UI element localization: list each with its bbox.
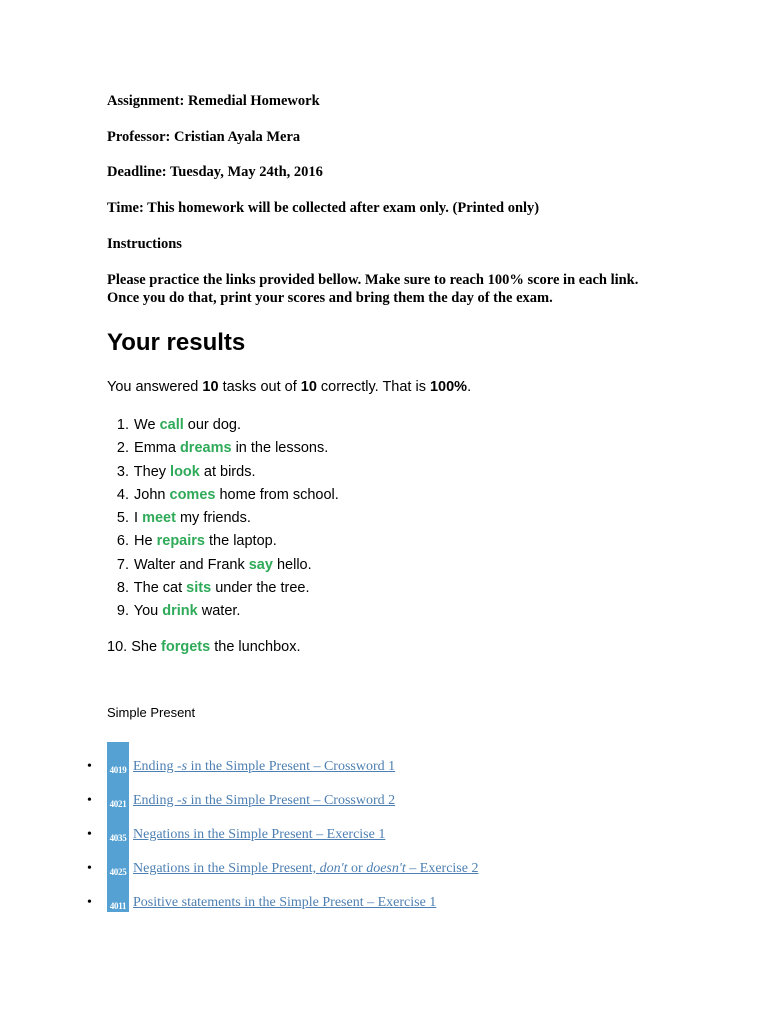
summary-mid: tasks out of [218, 379, 301, 395]
exercise-code: 4025 [109, 867, 127, 877]
answer-number: 7. [116, 556, 129, 573]
answer-word: dreams [179, 440, 232, 457]
bullet-icon: • [87, 861, 92, 876]
answer-item [107, 579, 607, 602]
answer-word: say [248, 556, 273, 573]
answer-before: I [134, 510, 143, 527]
answer-number: 9. [116, 603, 129, 620]
answer-after: my friends. [175, 510, 251, 527]
list-item [0, 826, 768, 860]
summary-end: . [467, 379, 472, 395]
link-text: Ending [133, 793, 177, 808]
deadline-line: Deadline: Tuesday, May 24th, 2016 [107, 164, 323, 180]
exercise-link[interactable] [133, 792, 395, 810]
instructions-line-2: Once you do that, print your scores and bring them the day of the exam. [107, 290, 553, 306]
answer-item [107, 439, 607, 462]
answer-item [107, 638, 301, 656]
assignment-line: Assignment: Remedial Homework [107, 93, 320, 109]
link-text: Negations in the Simple Present – Exercise 1 [133, 827, 386, 842]
answer-after: hello. [272, 556, 312, 573]
answer-before: She [131, 639, 162, 655]
results-summary [107, 378, 471, 396]
instructions-text [107, 271, 707, 307]
answer-number: 1. [116, 417, 129, 433]
exercise-link[interactable] [133, 826, 385, 844]
results-title: Your results [107, 329, 246, 356]
summary-mid2: correctly. That is [316, 379, 430, 395]
link-text: – Exercise 2 [405, 861, 479, 876]
exercise-link[interactable] [133, 860, 478, 878]
answer-item [107, 556, 607, 579]
answer-number: 8. [116, 580, 129, 597]
answer-before: You [133, 603, 163, 620]
answer-before: We [134, 417, 160, 433]
bullet-icon: • [87, 827, 92, 842]
correct-count: 10 [202, 379, 219, 395]
instructions-line-1: Please practice the links provided bellow. Make sure to reach 100% score in each link. [107, 272, 639, 288]
link-emphasis: -s [176, 759, 188, 774]
exercise-links-list [0, 758, 768, 928]
answer-item [107, 486, 607, 509]
list-item [0, 758, 768, 792]
answer-after: in the lessons. [231, 440, 329, 457]
answer-item [107, 602, 607, 625]
answer-word: meet [142, 510, 176, 527]
answer-item [107, 463, 607, 486]
exercise-link[interactable] [133, 758, 395, 776]
link-text: in the Simple Present – Crossword 2 [187, 793, 396, 808]
list-item [0, 894, 768, 928]
answer-number: 2. [116, 440, 129, 457]
answer-before: John [134, 486, 170, 503]
list-item [0, 860, 768, 894]
answer-word: sits [186, 580, 212, 597]
answers-list [107, 416, 607, 626]
answer-after: the laptop. [204, 533, 277, 550]
answer-after: at birds. [199, 463, 256, 480]
bullet-icon: • [87, 793, 92, 808]
answer-before: He [134, 533, 157, 550]
answer-before: Emma [134, 440, 180, 457]
bullet-icon: • [87, 895, 92, 910]
answer-after: our dog. [183, 417, 241, 433]
link-text: Ending [133, 759, 177, 774]
answer-after: the lunchbox. [210, 639, 301, 655]
answer-number: 3. [116, 463, 129, 480]
answer-word: forgets [161, 639, 211, 655]
answer-number: 6. [116, 533, 129, 550]
link-emphasis: doesn't [366, 861, 406, 876]
answer-item [107, 509, 607, 532]
exercise-code: 4021 [109, 799, 127, 809]
answer-item [107, 416, 607, 439]
answer-number: 5. [116, 510, 129, 527]
link-text: in the Simple Present – Crossword 1 [187, 759, 396, 774]
link-emphasis: don't [319, 861, 348, 876]
answer-after: under the tree. [211, 580, 310, 597]
time-line: Time: This homework will be collected after exam only. (Printed only) [107, 200, 540, 216]
answer-word: drink [162, 603, 198, 620]
link-text: Negations in the Simple Present, [133, 861, 320, 876]
instructions-heading: Instructions [107, 236, 182, 252]
answer-after: home from school. [215, 486, 339, 503]
professor-line: Professor: Cristian Ayala Mera [107, 129, 301, 145]
percent-score: 100% [429, 379, 468, 395]
summary-prefix: You answered [107, 379, 203, 395]
link-text: Positive statements in the Simple Present – Exercise 1 [133, 895, 437, 910]
bullet-icon: • [87, 759, 92, 774]
answer-before: The cat [133, 580, 187, 597]
answer-before: Walter and Frank [134, 556, 249, 573]
answer-word: look [170, 463, 200, 480]
exercise-code: 4035 [109, 833, 127, 843]
answer-word: comes [169, 486, 216, 503]
exercise-code: 4011 [109, 901, 127, 911]
section-heading: Simple Present [107, 705, 196, 720]
answer-item [107, 532, 607, 555]
answer-after: water. [197, 603, 241, 620]
link-text: or [347, 861, 367, 876]
exercise-link[interactable] [133, 894, 436, 912]
total-count: 10 [300, 379, 317, 395]
answer-number: 4. [116, 486, 129, 503]
answer-number: 10. [107, 639, 128, 655]
answer-before: They [133, 463, 171, 480]
exercise-code: 4019 [109, 765, 127, 775]
answer-word: repairs [156, 533, 205, 550]
link-emphasis: -s [176, 793, 188, 808]
list-item [0, 792, 768, 826]
answer-word: call [159, 417, 184, 433]
